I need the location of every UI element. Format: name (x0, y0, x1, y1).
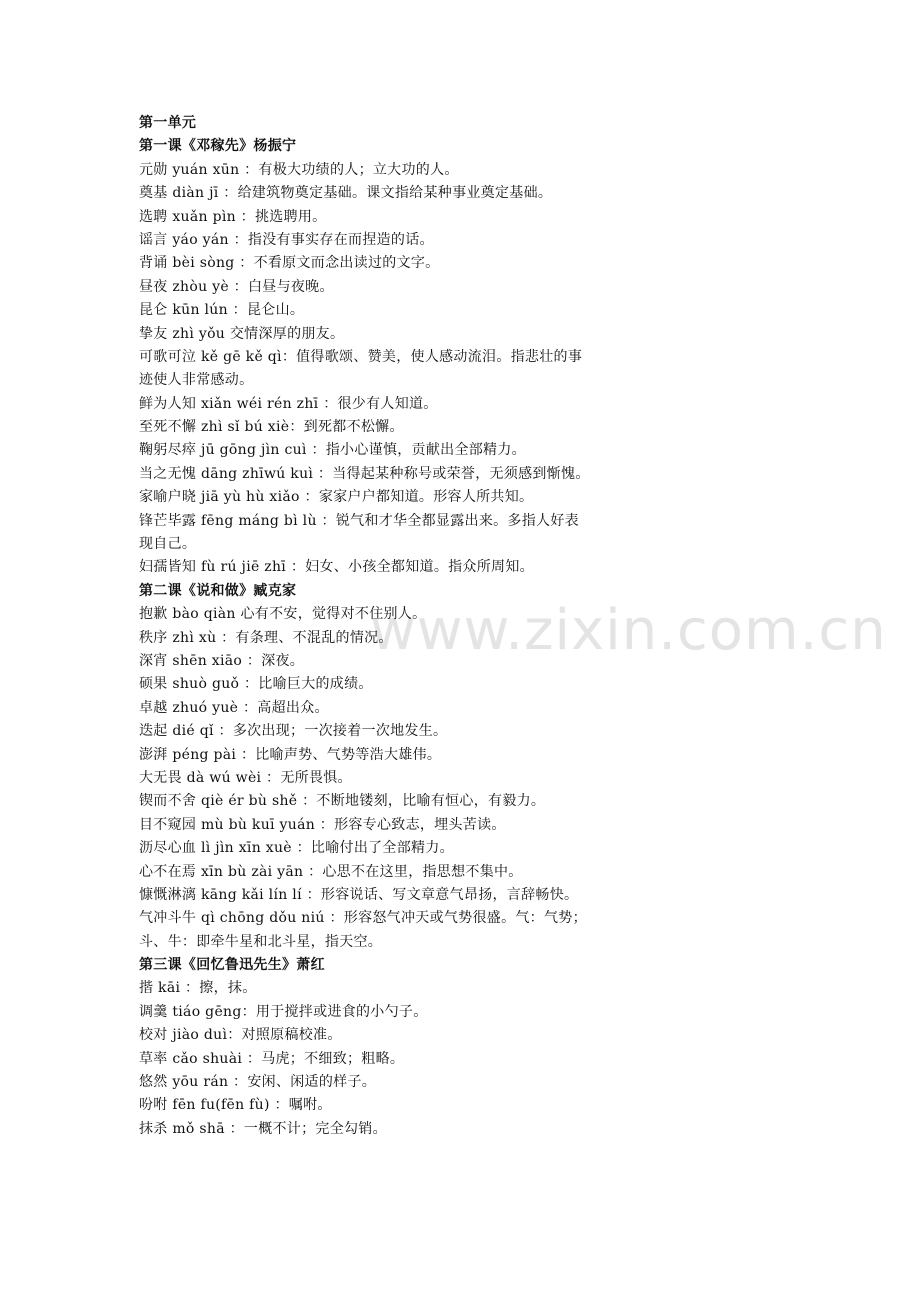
vocab-entry-line: 抹杀 mǒ shā ：一概不计；完全勾销。 (139, 1120, 387, 1137)
vocab-entry-line: 揩 kāi ：擦，抹。 (139, 980, 257, 997)
vocab-entry-line: 昆仑 kūn lún ：昆仑山。 (139, 302, 305, 319)
vocab-entry-line: 家喻户晓 jiā yù hù xiǎo ：家家户户都知道。形容人所共知。 (139, 489, 534, 506)
vocab-entry-line: 鲜为人知 xiǎn wéi rén zhī ：很少有人知道。 (139, 395, 438, 412)
vocab-entry-line: 秩序 zhì xù ：有条理、不混乱的情况。 (139, 629, 393, 646)
section-heading: 第二课《说和做》臧克家 (139, 582, 297, 599)
vocab-entry-line: 迭起 dié qǐ ：多次出现；一次接着一次地发生。 (139, 723, 448, 740)
vocab-entry-line: 调羹 tiáo gēng：用于搅拌或进食的小勺子。 (139, 1003, 428, 1020)
vocab-entry-line: 深宵 shēn xiāo ：深夜。 (139, 652, 305, 669)
vocab-entry-line: 澎湃 péng pài ：比喻声势、气势等浩大雄伟。 (139, 746, 442, 763)
vocab-entry-line: 奠基 diàn jī ：给建筑物奠定基础。课文指给某种事业奠定基础。 (139, 185, 553, 202)
vocab-entry-line: 锋芒毕露 fēng máng bì lù ：锐气和才华全都显露出来。多指人好表 (139, 512, 579, 529)
vocab-entry-line: 可歌可泣 kě gē kě qì：值得歌颂、赞美，使人感动流泪。指悲壮的事 (139, 348, 583, 365)
vocab-entry-line: 吩咐 fēn fu(fēn fù) ：嘱咐。 (139, 1097, 332, 1114)
section-heading: 第三课《回忆鲁迅先生》萧红 (139, 957, 325, 974)
vocab-entry-line: 鞠躬尽瘁 jū gōng jìn cuì ：指小心谨慎，贡献出全部精力。 (139, 442, 526, 459)
vocab-entry-line: 硕果 shuò guǒ ：比喻巨大的成绩。 (139, 676, 373, 693)
vocab-entry-line: 悠然 yōu rán ：安闲、闲适的样子。 (139, 1074, 377, 1091)
vocab-entry-line: 当之无愧 dāng zhīwú kuì ：当得起某种称号或荣誉，无须感到惭愧。 (139, 465, 590, 482)
vocab-entry-line: 校对 jiào duì：对照原稿校准。 (139, 1027, 342, 1044)
document-body (139, 112, 699, 1141)
vocab-entry-line: 谣言 yáo yán ：指没有事实存在而捏造的话。 (139, 231, 434, 248)
section-heading: 第一课《邓稼先》杨振宁 (139, 138, 297, 155)
vocab-entry-line: 目不窥园 mù bù kuī yuán ：形容专心致志，埋头苦读。 (139, 816, 506, 833)
section-heading: 第一单元 (139, 115, 197, 131)
vocab-entry-line: 气冲斗牛 qì chōng dǒu niú ：形容怒气冲天或气势很盛。气：气势； (139, 910, 587, 927)
vocab-entry-line: 选聘 xuǎn pìn ：挑选聘用。 (139, 208, 327, 225)
vocab-entry-line: 抱歉 bào qiàn 心有不安，觉得对不住别人。 (139, 606, 427, 623)
vocab-entry-line: 现自己。 (139, 536, 197, 553)
vocab-entry-line: 元勋 yuán xūn ：有极大功绩的人；立大功的人。 (139, 161, 459, 178)
vocab-entry-line: 斗、牛：即牵牛星和北斗星，指天空。 (139, 933, 383, 950)
vocab-entry-line: 昼夜 zhòu yè ：白昼与夜晚。 (139, 278, 334, 295)
vocab-entry-line: 迹使人非常感动。 (139, 372, 254, 389)
vocab-entry-line: 大无畏 dà wú wèi ：无所畏惧。 (139, 769, 352, 786)
vocab-entry-line: 沥尽心血 lì jìn xīn xuè ：比喻付出了全部精力。 (139, 840, 454, 857)
vocab-entry-line: 慷慨淋漓 kāng kǎi lín lí ：形容说话、写文章意气昂扬，言辞畅快。 (139, 886, 579, 903)
vocab-entry-line: 妇孺皆知 fù rú jiē zhī ：妇女、小孩全都知道。指众所周知。 (139, 559, 534, 576)
vocab-entry-line: 至死不懈 zhì sǐ bú xiè：到死都不松懈。 (139, 419, 404, 436)
vocab-entry-line: 心不在焉 xīn bù zài yān ：心思不在这里，指思想不集中。 (139, 863, 523, 880)
vocab-entry-line: 背诵 bèi sòng ：不看原文而念出读过的文字。 (139, 255, 440, 272)
watermark-text: www.zixin.com.cn (370, 598, 887, 663)
vocab-entry-line: 锲而不舍 qiè ér bù shě ：不断地镂刻，比喻有恒心，有毅力。 (139, 793, 546, 810)
vocab-entry-line: 卓越 zhuó yuè ：高超出众。 (139, 699, 329, 716)
vocab-entry-line: 挚友 zhì yǒu 交情深厚的朋友。 (139, 325, 345, 342)
vocab-entry-line: 草率 cǎo shuài ：马虎；不细致；粗略。 (139, 1050, 405, 1067)
